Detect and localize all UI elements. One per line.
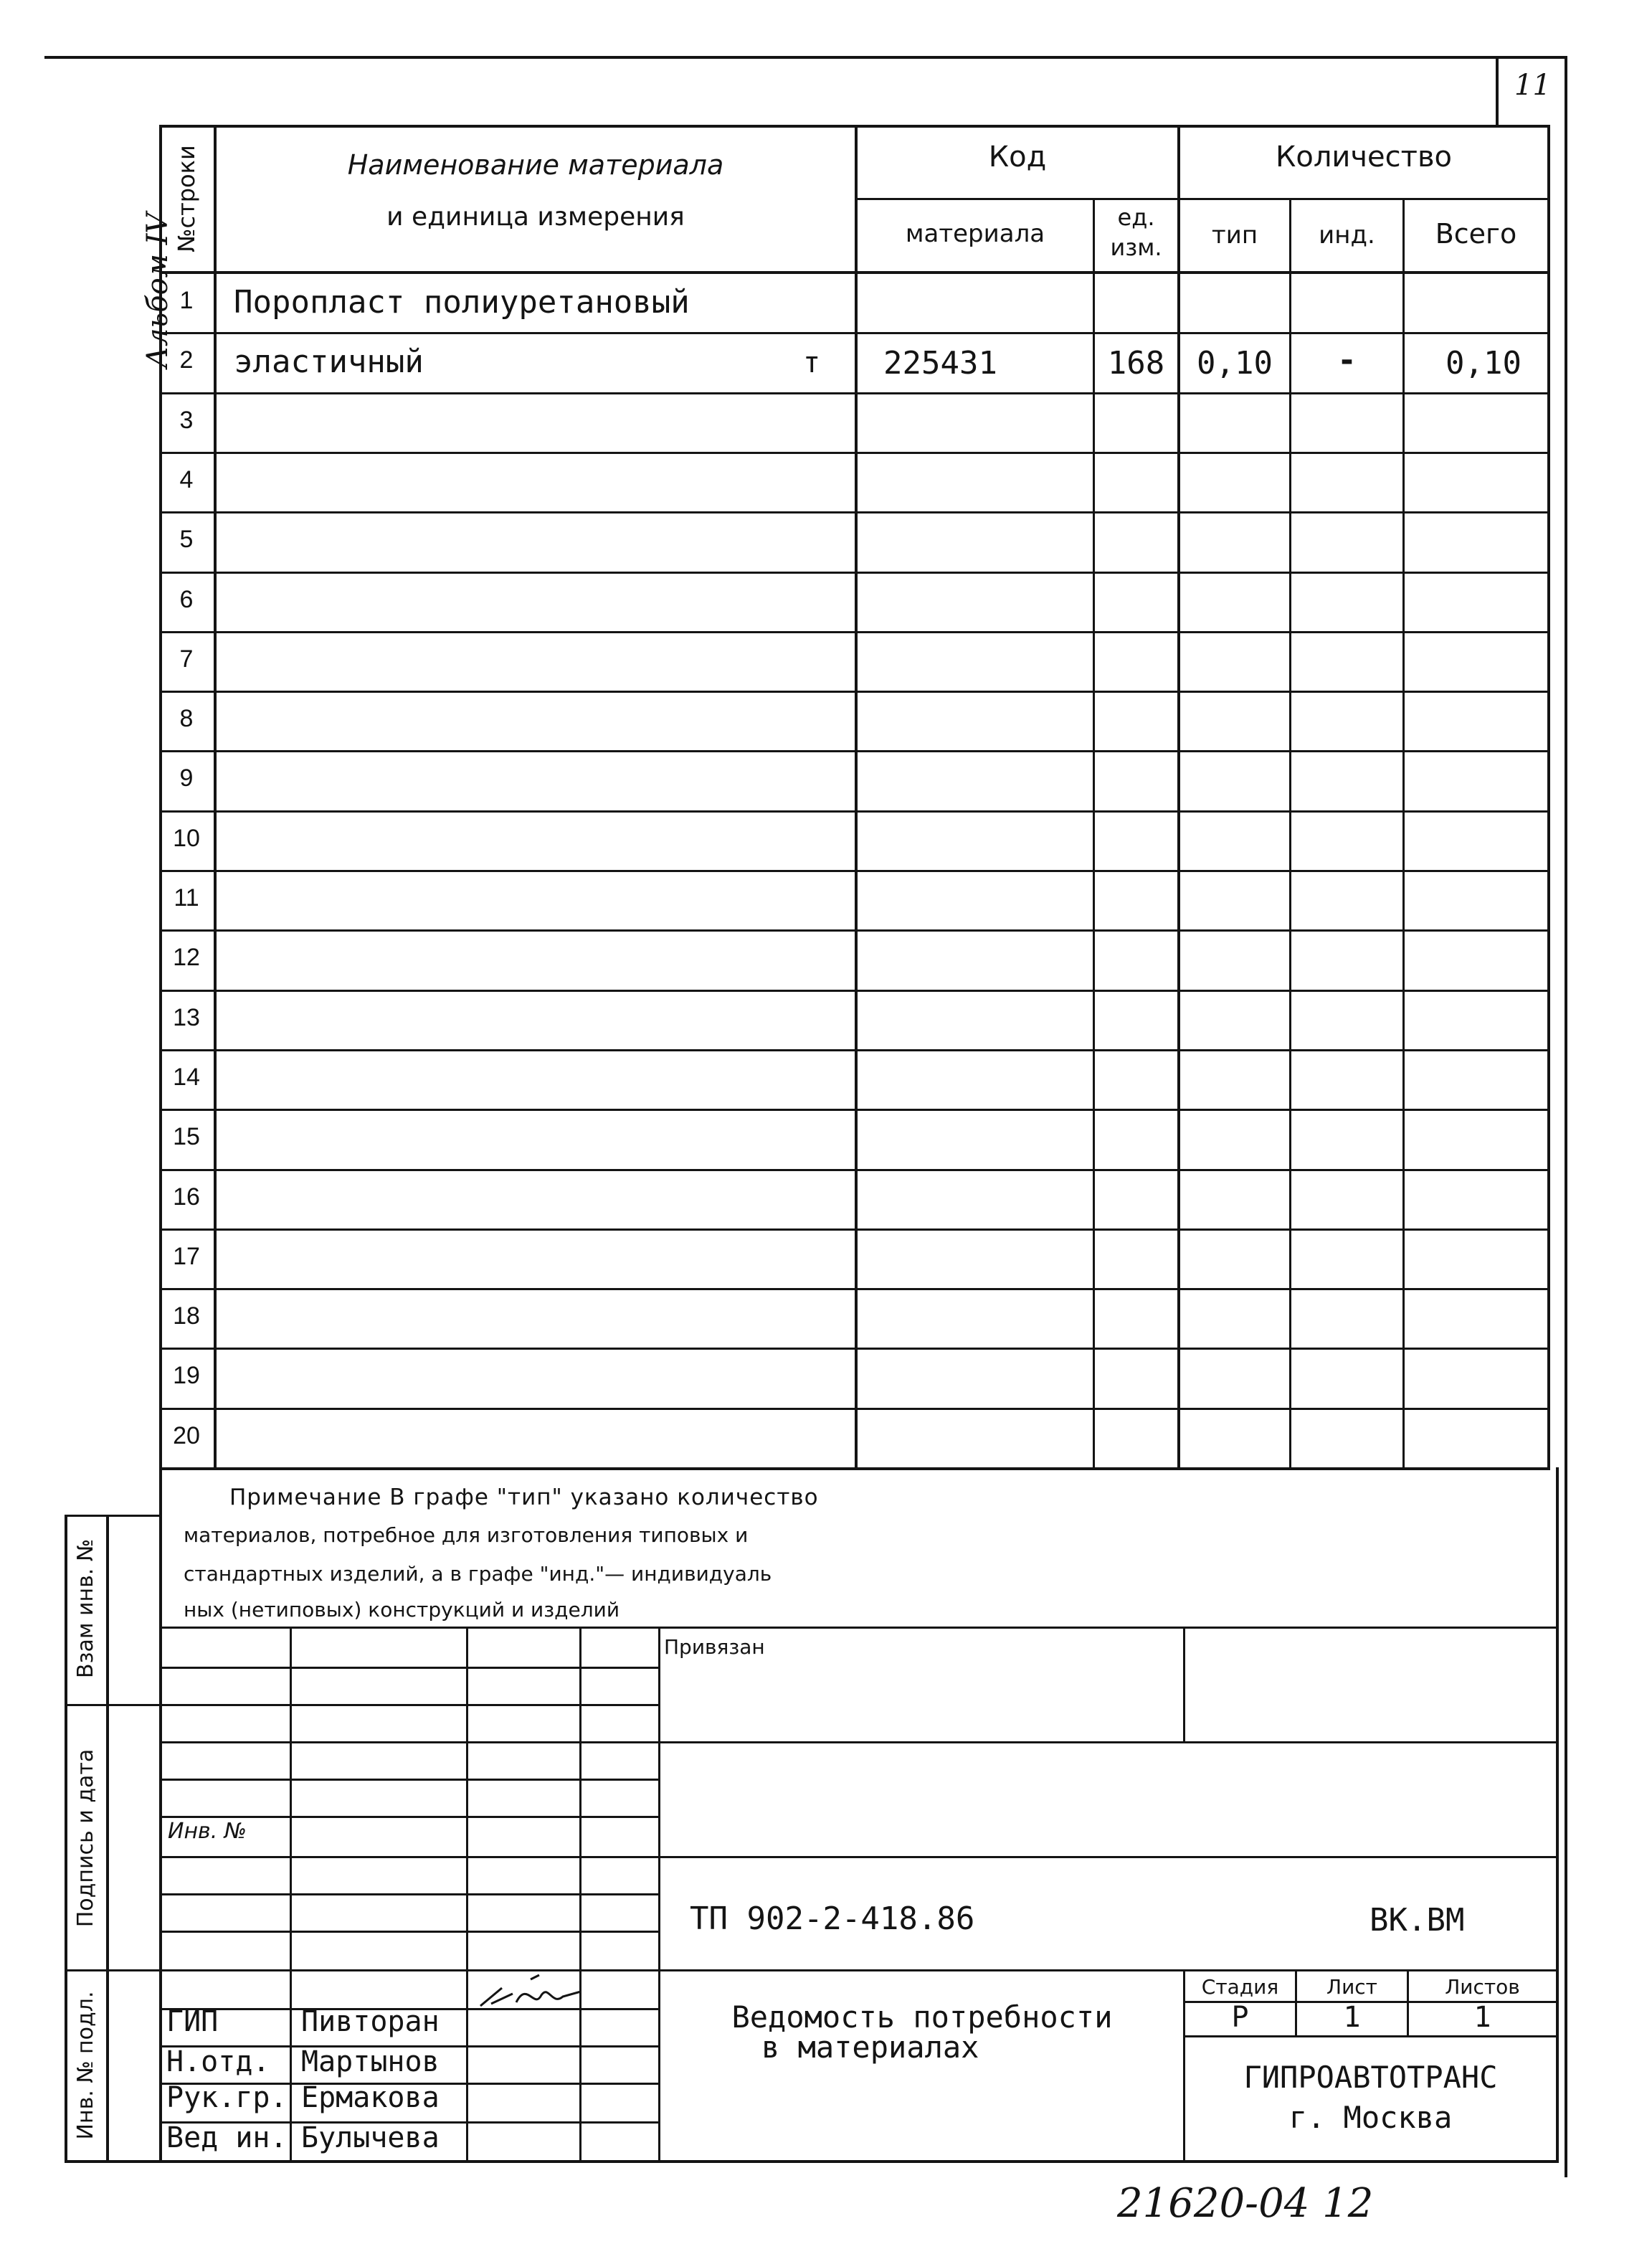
note-line-3: стандартных изделий, а в графе "инд."— индивидуаль [184, 1562, 772, 1586]
header-row-no: №строки [173, 145, 200, 252]
cell-no: 17 [173, 1243, 200, 1270]
cell-unit-code: 168 [1107, 345, 1165, 382]
stamp-grid-line [159, 1893, 658, 1895]
header-qty-group: Количество [1275, 141, 1452, 174]
stamp-grid-line [159, 1779, 658, 1781]
cell-no: 19 [173, 1362, 200, 1389]
signer-role: ГИП [166, 2005, 219, 2038]
row-divider [159, 990, 1550, 992]
stamp-title-line-2: в материалах [761, 2030, 979, 2065]
cell-no: 15 [173, 1123, 200, 1150]
row-divider [159, 572, 1550, 574]
signer-role: Н.отд. [166, 2045, 270, 2078]
row-divider [159, 452, 1550, 454]
signer-name: Мартынов [301, 2045, 440, 2078]
cell-no: 14 [173, 1064, 200, 1091]
stamp-doc-code: ТП 902-2-418.86 [690, 1900, 975, 1937]
row-divider [159, 1169, 1550, 1171]
stamp-sheet-label: Лист [1326, 1975, 1377, 1999]
row-divider [159, 870, 1550, 872]
row-divider [159, 511, 1550, 513]
header-qty-ind: инд. [1319, 221, 1375, 250]
side-label-inv-podl: Инв. № подл. [73, 1991, 98, 2140]
header-code-material: материала [905, 219, 1045, 248]
cell-name: эластичный [234, 344, 424, 380]
note-line-1: Примечание В графе "тип" указано количество [229, 1485, 819, 1510]
cell-no: 13 [173, 1004, 200, 1031]
stamp-inv-no: Инв. № [168, 1819, 247, 1844]
cell-no: 2 [179, 346, 194, 374]
row-divider [159, 1049, 1550, 1051]
cell-no: 4 [179, 466, 194, 493]
row-divider [159, 1348, 1550, 1350]
stamp-grid-line [159, 1969, 658, 1971]
stamp-grid-line [159, 1816, 658, 1818]
row-divider [159, 631, 1550, 633]
stamp-sheets: 1 [1473, 2001, 1491, 2034]
stamp-title-line-1: Ведомость потребности [731, 1999, 1113, 2035]
cell-no: 11 [174, 884, 199, 912]
signer-name: Булычева [301, 2121, 440, 2154]
note-line-2: материалов, потребное для изготовления типовых и [184, 1523, 749, 1547]
row-divider [159, 1288, 1550, 1290]
footer-code: 21620-04 12 [1117, 2180, 1374, 2227]
cell-no: 1 [179, 287, 194, 314]
row-divider [159, 810, 1550, 813]
cell-no: 12 [173, 944, 200, 971]
header-name-col-sub: и единица измерения [386, 202, 685, 232]
signer-name: Ермакова [301, 2081, 440, 2114]
stamp-stage: Р [1231, 2001, 1249, 2034]
header-code-unit-top: ед. [1117, 204, 1155, 231]
signature-mark [473, 1974, 588, 2017]
cell-name: Поропласт полиуретановый [234, 284, 690, 321]
cell-total: 0,10 [1446, 345, 1522, 382]
row-divider [159, 750, 1550, 752]
stamp-grid-line [159, 1704, 658, 1706]
row-divider [159, 1109, 1550, 1111]
stamp-grid-line [159, 1856, 658, 1858]
side-label-podpis: Подпись и дата [73, 1748, 98, 1928]
cell-no: 9 [179, 764, 194, 792]
cell-ind: - [1337, 342, 1357, 379]
signer-role: Рук.гр. [166, 2081, 288, 2114]
row-divider [159, 1408, 1550, 1410]
stamp-grid-line [159, 1931, 658, 1933]
side-label-vzam: Взам инв. № [73, 1538, 98, 1679]
stamp-grid-line [159, 1741, 658, 1743]
row-divider [159, 1228, 1550, 1231]
header-code-group: Код [988, 141, 1047, 174]
row-divider [159, 392, 1550, 394]
cell-no: 8 [179, 705, 194, 732]
stamp-doc-mark: ВК.ВМ [1369, 1902, 1465, 1938]
row-divider [159, 929, 1550, 932]
album-label: Альбом IV [141, 212, 174, 369]
stamp-privyazan: Привязан [664, 1635, 765, 1659]
cell-code: 225431 [883, 345, 997, 382]
stamp-sheet: 1 [1343, 2001, 1361, 2034]
header-code-unit-bottom: изм. [1110, 234, 1162, 261]
row-divider [159, 691, 1550, 693]
page-number: 11 [1514, 69, 1551, 102]
stamp-stage-label: Стадия [1201, 1975, 1279, 1999]
signer-role: Вед ин. [166, 2121, 288, 2154]
cell-no: 20 [173, 1422, 200, 1449]
row-divider [159, 332, 1550, 334]
stamp-sheets-label: Листов [1445, 1975, 1520, 1999]
stamp-grid-line [159, 1667, 658, 1669]
cell-no: 16 [173, 1183, 200, 1211]
signer-name: Пивторан [301, 2005, 440, 2038]
cell-unit: т [803, 346, 821, 379]
cell-no: 18 [173, 1302, 200, 1330]
cell-no: 5 [179, 526, 194, 553]
header-qty-total: Всего [1435, 218, 1517, 250]
cell-no: 3 [179, 407, 194, 434]
stamp-org-line-1: ГИПРОАВТОТРАНС [1243, 2060, 1498, 2095]
stamp-org-line-2: г. Москва [1288, 2100, 1453, 2135]
header-name-col: Наименование материала [347, 149, 724, 181]
cell-no: 10 [173, 825, 200, 852]
header-qty-type: тип [1211, 221, 1258, 250]
cell-type: 0,10 [1197, 345, 1273, 382]
cell-no: 7 [179, 645, 194, 673]
note-line-4: ных (нетиповых) конструкций и изделий [184, 1598, 620, 1622]
cell-no: 6 [179, 586, 194, 613]
